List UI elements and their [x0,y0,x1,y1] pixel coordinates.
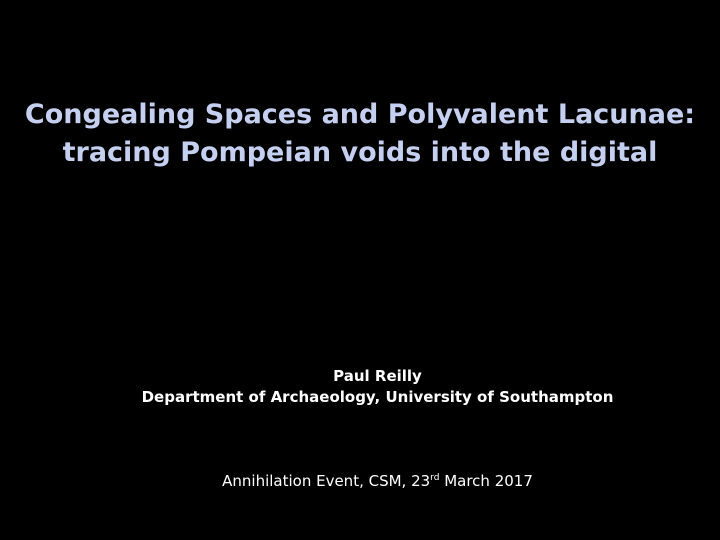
title-line-1: Congealing Spaces and Polyvalent Lacunae: [24,99,696,130]
slide-title [0,96,720,172]
event-suffix: March 2017 [439,472,533,490]
title-line-2: tracing Pompeian voids into the digital [62,137,658,168]
author-affiliation: Department of Archaeology, University of Southampton [141,388,614,406]
event-ordinal-suffix: rd [430,473,440,483]
author-block [0,366,720,408]
event-prefix: Annihilation Event, CSM, 23 [222,472,431,490]
event-line [0,470,720,492]
author-name: Paul Reilly [333,367,422,385]
